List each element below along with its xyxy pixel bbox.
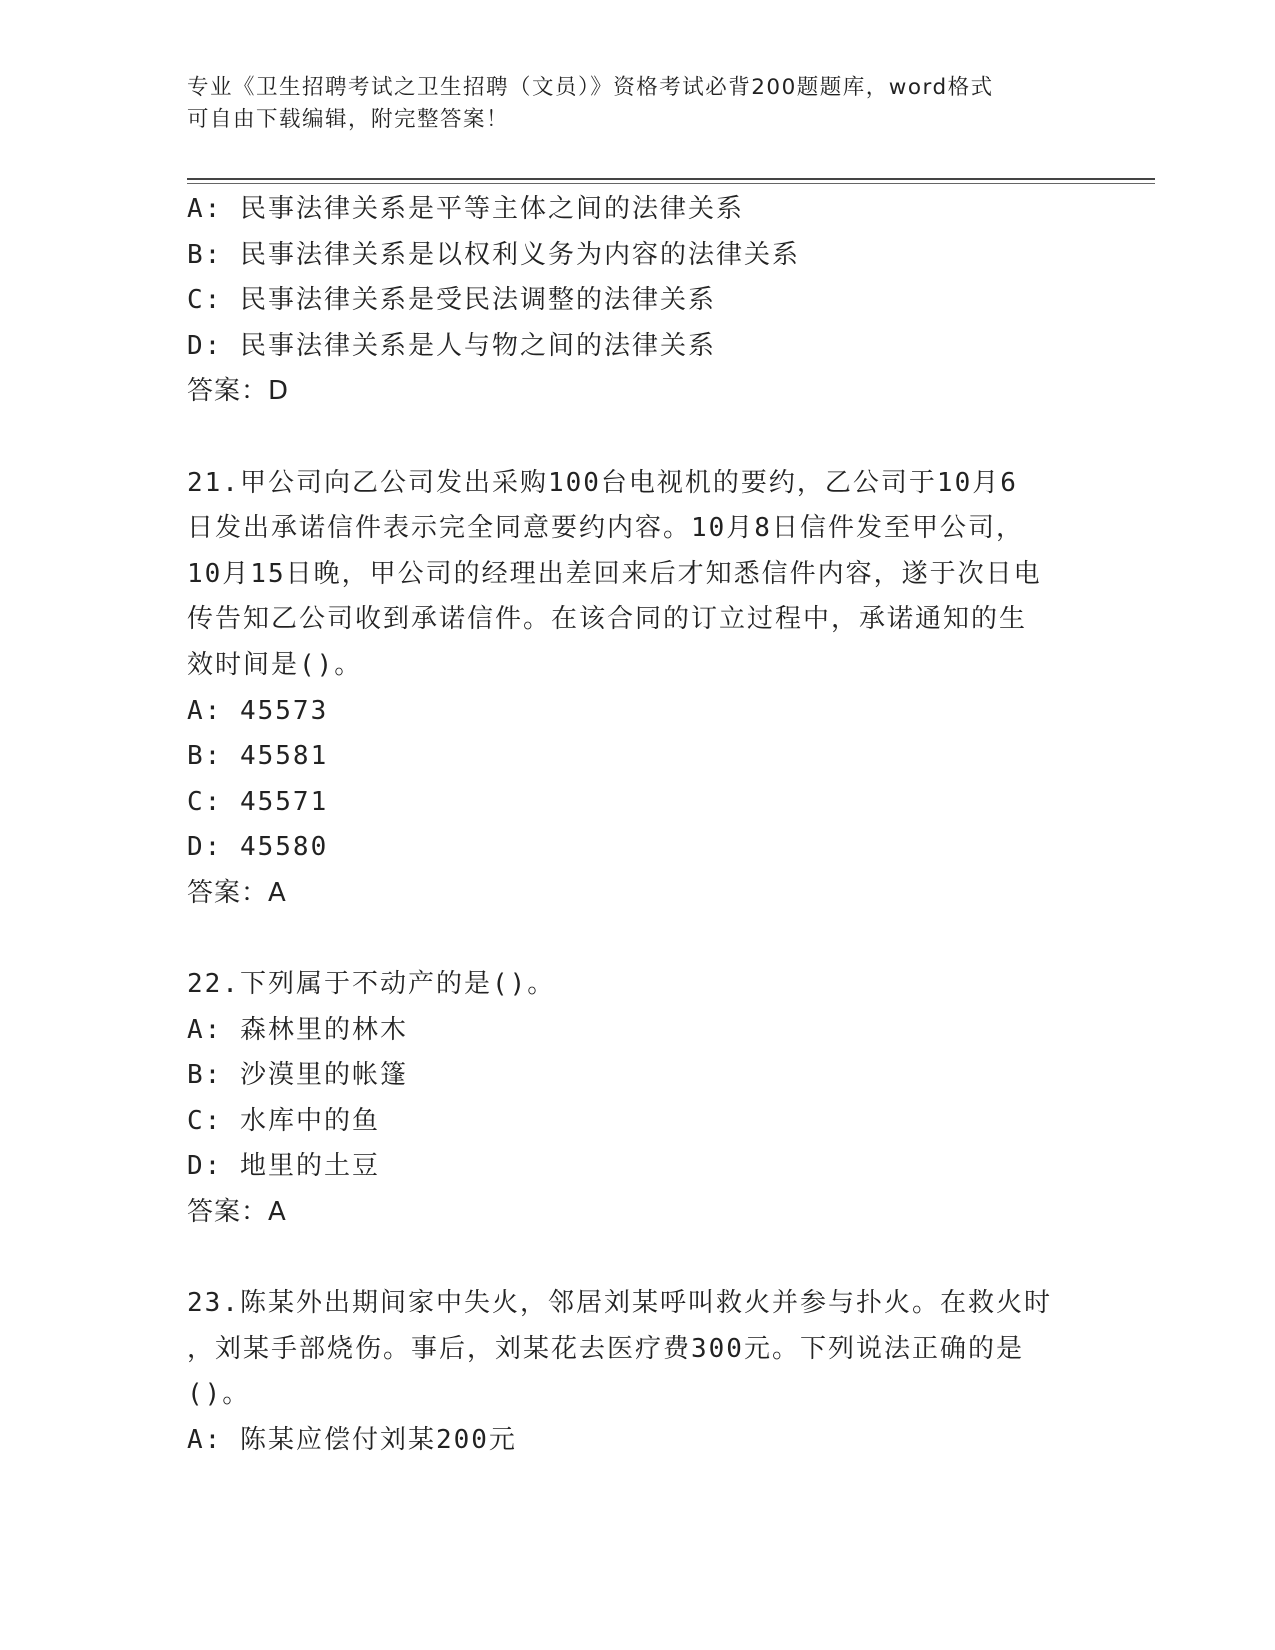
question-stem-line: 10月15日晚，甲公司的经理出差回来后才知悉信件内容，遂于次日电 — [187, 558, 1042, 589]
option-a: A: 森林里的林木 — [187, 1014, 408, 1045]
option-b: B: 45581 — [187, 741, 329, 772]
option-d: D: 民事法律关系是人与物之间的法律关系 — [187, 330, 716, 361]
option-c: C: 45571 — [187, 786, 329, 817]
header-divider-thin — [187, 183, 1155, 184]
spacer — [187, 917, 1087, 963]
question-23 — [187, 1281, 1087, 1463]
header-line-2: 可自由下载编辑，附完整答案！ — [187, 107, 510, 132]
option-a: A: 陈某应偿付刘某200元 — [187, 1425, 517, 1456]
header-divider-thick — [187, 178, 1155, 180]
spacer — [187, 415, 1087, 461]
question-stem-line: 效时间是()。 — [187, 649, 363, 680]
question-21 — [187, 461, 1087, 917]
answer: 答案：D — [187, 376, 290, 407]
header-line-1: 专业《卫生招聘考试之卫生招聘（文员）》资格考试必背200题题库，word格式 — [187, 75, 994, 100]
option-a: A: 45573 — [187, 695, 329, 726]
question-list — [187, 187, 1087, 1464]
question-stem-line: 日发出承诺信件表示完全同意要约内容。10月8日信件发至甲公司， — [187, 513, 1024, 544]
option-c: C: 民事法律关系是受民法调整的法律关系 — [187, 285, 716, 316]
question-stem-line: 22.下列属于不动产的是()。 — [187, 969, 556, 1000]
document-header — [187, 72, 1067, 136]
question-stem-line: 21.甲公司向乙公司发出采购100台电视机的要约，乙公司于10月6 — [187, 467, 1018, 498]
spacer — [187, 1236, 1087, 1282]
option-d: D: 地里的土豆 — [187, 1151, 380, 1182]
option-d: D: 45580 — [187, 832, 329, 863]
question-stem-line: 23.陈某外出期间家中失火，邻居刘某呼叫救火并参与扑火。在救火时 — [187, 1288, 1052, 1319]
answer: 答案：A — [187, 1197, 287, 1228]
option-a: A: 民事法律关系是平等主体之间的法律关系 — [187, 194, 744, 224]
question-20 — [187, 187, 1087, 415]
answer: 答案：A — [187, 877, 287, 908]
question-stem-line: ()。 — [187, 1379, 251, 1410]
option-b: B: 民事法律关系是以权利义务为内容的法律关系 — [187, 239, 800, 270]
option-c: C: 水库中的鱼 — [187, 1105, 380, 1136]
question-stem-line: ，刘某手部烧伤。事后，刘某花去医疗费300元。下列说法正确的是 — [187, 1333, 1024, 1364]
question-stem-line: 传告知乙公司收到承诺信件。在该合同的订立过程中，承诺通知的生 — [187, 604, 1028, 635]
question-22 — [187, 962, 1087, 1236]
option-b: B: 沙漠里的帐篷 — [187, 1060, 408, 1091]
